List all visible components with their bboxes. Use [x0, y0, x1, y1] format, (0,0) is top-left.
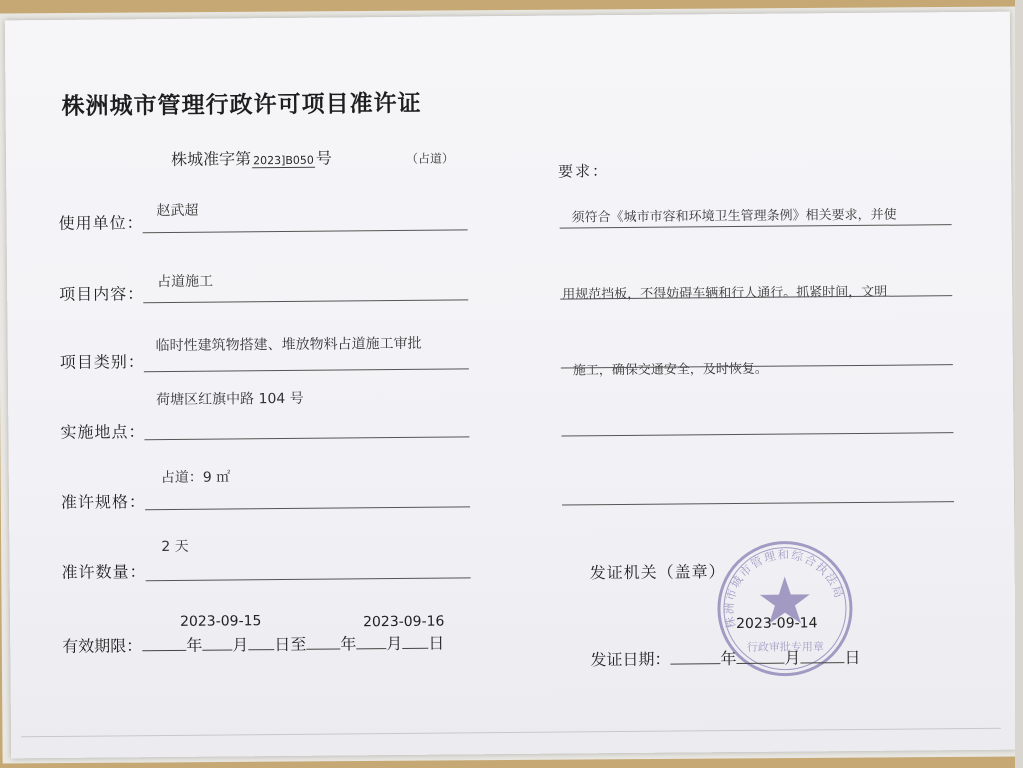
seal-arc-text: 株洲市城市管理和综合执法局: [721, 547, 847, 630]
validity-day-1: 日: [274, 634, 291, 655]
field-value-location: 荷塘区红旗中路 104 号: [156, 390, 304, 409]
validity-to: 至: [290, 634, 307, 654]
permit-number-prefix: 株城准字第: [170, 149, 252, 169]
permit-type: （占道）: [405, 151, 455, 166]
issue-date-label: 发证日期：: [590, 649, 671, 670]
field-line-spec: [145, 506, 470, 510]
field-label-content: 项目内容：: [59, 284, 145, 304]
validity-start-date: 2023-09-15: [179, 613, 262, 630]
validity-year-1: 年: [186, 635, 203, 655]
requirements-line-1: 须符合《城市市容和环境卫生管理条例》相关要求，并使: [571, 207, 897, 226]
field-value-spec: 占道：9 ㎡: [160, 469, 231, 487]
validity-label: 有效期限：: [62, 636, 143, 656]
permit-number-suffix: 号: [315, 148, 332, 168]
blank-end-year: [306, 634, 340, 649]
field-label-quantity: 准许数量：: [61, 562, 147, 582]
req-rule-5: [562, 501, 954, 505]
blank-issue-year: [670, 649, 720, 664]
field-label-user: 使用单位：: [58, 213, 144, 233]
field-label-location: 实施地点：: [60, 422, 146, 442]
field-value-user: 赵武超: [156, 202, 199, 220]
blank-end-day: [402, 634, 428, 649]
issue-year: 年: [720, 649, 737, 669]
req-rule-4: [561, 432, 953, 436]
validity-day-2: 日: [428, 633, 445, 653]
validity-end-date: 2023-09-16: [362, 613, 445, 631]
validity-year-2: 年: [340, 634, 357, 654]
issue-day: 日: [844, 647, 861, 668]
field-line-user: [143, 229, 468, 233]
requirements-label: 要求：: [558, 162, 610, 181]
issue-date-row: [590, 645, 860, 670]
permit-number-code: 2023]B050: [252, 153, 314, 168]
validity-row: [62, 631, 444, 657]
issue-date-value: 2023-09-14: [736, 615, 818, 633]
permit-number: [171, 146, 332, 170]
field-line-location: [144, 436, 469, 440]
issue-month: 月: [784, 648, 801, 668]
permit-document: [5, 12, 1016, 759]
validity-month-1: 月: [232, 635, 249, 655]
field-value-quantity: 2 天: [161, 538, 189, 556]
document-title: 株洲城市管理行政许可项目准许证: [61, 89, 422, 120]
bottom-divider: [21, 728, 1001, 738]
field-line-category: [144, 368, 469, 372]
blank-end-month: [356, 634, 386, 649]
field-value-category: 临时性建筑物搭建、堆放物料占道施工审批: [155, 335, 422, 355]
field-label-spec: 准许规格：: [60, 492, 147, 512]
blank-start-day: [248, 635, 274, 650]
field-line-content: [143, 299, 468, 303]
edge-shadow: [1015, 0, 1023, 768]
requirements-line-2: 用规范挡板，不得妨碍车辆和行人通行。抓紧时间，文明: [562, 284, 888, 303]
seal-sub-text: 行政审批专用章: [746, 640, 824, 654]
blank-issue-day: [800, 648, 844, 663]
requirements-line-3: 施工，确保交通安全，及时恢复。: [572, 361, 768, 379]
issuer-label: 发证机关（盖章）: [589, 562, 726, 583]
field-value-content: 占道施工: [157, 273, 214, 291]
blank-start-year: [142, 636, 186, 651]
blank-issue-month: [736, 649, 784, 664]
field-label-category: 项目类别：: [59, 352, 145, 372]
validity-month-2: 月: [386, 633, 403, 654]
blank-start-month: [202, 635, 232, 650]
field-line-quantity: [146, 577, 471, 581]
